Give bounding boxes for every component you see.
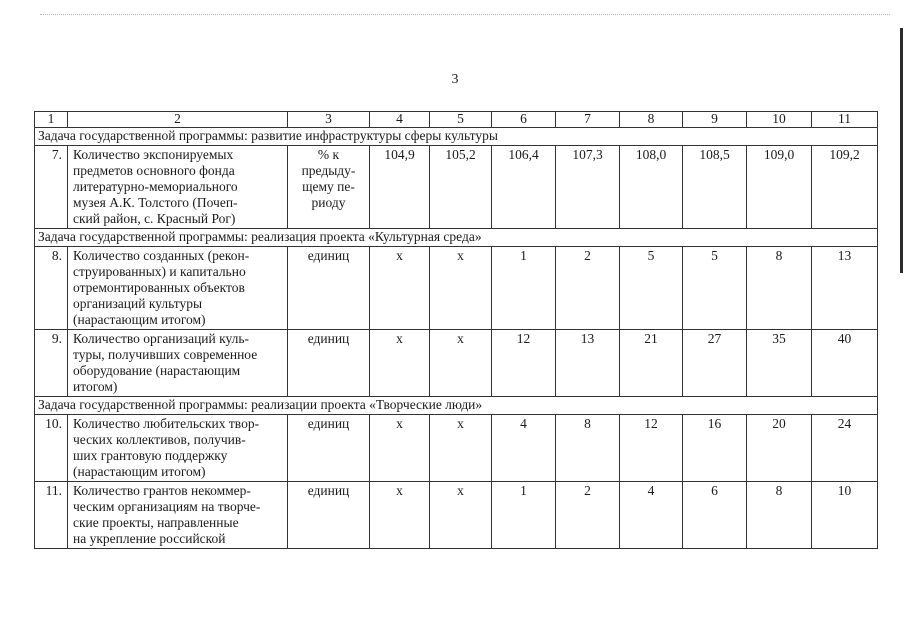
year-value-cell: x xyxy=(370,482,430,549)
task-heading: Задача государственной программы: реализации проекта «Творческие люди» xyxy=(35,397,878,415)
header-cell: 4 xyxy=(370,112,430,128)
unit-line: предыду- xyxy=(301,163,356,178)
column-number-header-row xyxy=(35,112,878,128)
year-value-cell: 8 xyxy=(556,415,620,482)
year-value-cell: x xyxy=(430,482,492,549)
header-cell: 5 xyxy=(430,112,492,128)
year-value-cell: x xyxy=(370,330,430,397)
unit-line: риоду xyxy=(311,195,346,210)
indicator-name-line: музея А.К. Толстого (Почеп- xyxy=(73,195,238,210)
unit-of-measure xyxy=(288,482,370,549)
year-value-cell: 2 xyxy=(556,247,620,330)
indicator-name-line: ческим организациям на творче- xyxy=(73,499,261,514)
indicator-name-line: ших грантовую поддержку xyxy=(73,448,228,463)
year-value-cell: 24 xyxy=(812,415,878,482)
row-number: 11. xyxy=(35,482,68,549)
indicator-name-line: туры, получивших современное xyxy=(73,347,258,362)
year-value-cell: 12 xyxy=(620,415,683,482)
indicator-name xyxy=(68,247,288,330)
header-cell: 10 xyxy=(747,112,812,128)
year-value-cell: 13 xyxy=(556,330,620,397)
scan-artifact-top-edge xyxy=(40,14,890,17)
row-number: 9. xyxy=(35,330,68,397)
year-value-cell: 5 xyxy=(620,247,683,330)
year-value-cell: x xyxy=(430,247,492,330)
header-cell: 8 xyxy=(620,112,683,128)
task-heading: Задача государственной программы: реализация проекта «Культурная среда» xyxy=(35,229,878,247)
indicator-name xyxy=(68,415,288,482)
year-value-cell: 8 xyxy=(747,247,812,330)
year-value-cell: 106,4 xyxy=(492,146,556,229)
indicators-table xyxy=(34,111,878,549)
unit-of-measure xyxy=(288,415,370,482)
indicator-name-line: Количество любительских твор- xyxy=(73,416,260,431)
unit-line: единиц xyxy=(307,331,350,346)
year-value-cell: 35 xyxy=(747,330,812,397)
indicator-name-line: Количество организаций куль- xyxy=(73,331,250,346)
indicator-name-line: организаций культуры xyxy=(73,296,203,311)
indicator-name xyxy=(68,482,288,549)
year-value-cell: 5 xyxy=(683,247,747,330)
year-value-cell: 108,5 xyxy=(683,146,747,229)
year-value-cell: x xyxy=(430,415,492,482)
unit-line: % к xyxy=(317,147,340,162)
unit-of-measure xyxy=(288,247,370,330)
indicator-name-line: Количество экспонируемых xyxy=(73,147,234,162)
year-value-cell: 27 xyxy=(683,330,747,397)
task-row xyxy=(35,229,878,247)
year-value-cell: 107,3 xyxy=(556,146,620,229)
year-value-cell: 105,2 xyxy=(430,146,492,229)
scan-artifact-right-edge xyxy=(900,28,903,273)
year-value-cell: 6 xyxy=(683,482,747,549)
row-number: 7. xyxy=(35,146,68,229)
year-value-cell: 16 xyxy=(683,415,747,482)
indicator-name xyxy=(68,330,288,397)
indicator-row xyxy=(35,415,878,482)
indicator-name-line: итогом) xyxy=(73,379,118,394)
year-value-cell: 20 xyxy=(747,415,812,482)
header-cell: 6 xyxy=(492,112,556,128)
year-value-cell: 21 xyxy=(620,330,683,397)
year-value-cell: x xyxy=(430,330,492,397)
year-value-cell: x xyxy=(370,247,430,330)
year-value-cell: 1 xyxy=(492,482,556,549)
year-value-cell: 108,0 xyxy=(620,146,683,229)
year-value-cell: 1 xyxy=(492,247,556,330)
indicator-row xyxy=(35,146,878,229)
indicator-name-line: литературно-мемориального xyxy=(73,179,238,194)
year-value-cell: 12 xyxy=(492,330,556,397)
unit-of-measure xyxy=(288,330,370,397)
year-value-cell: 109,0 xyxy=(747,146,812,229)
indicator-name-line: ский район, с. Красный Рог) xyxy=(73,211,236,226)
task-row xyxy=(35,128,878,146)
year-value-cell: 109,2 xyxy=(812,146,878,229)
indicator-row xyxy=(35,247,878,330)
page-number: 3 xyxy=(451,72,459,87)
header-cell: 9 xyxy=(683,112,747,128)
unit-line: щему пе- xyxy=(302,179,355,194)
header-cell: 3 xyxy=(288,112,370,128)
year-value-cell: 4 xyxy=(620,482,683,549)
task-row xyxy=(35,397,878,415)
indicator-row xyxy=(35,330,878,397)
indicator-name-line: (нарастающим итогом) xyxy=(73,312,206,327)
indicator-name-line: ские проекты, направленные xyxy=(73,515,239,530)
year-value-cell: 2 xyxy=(556,482,620,549)
indicator-name-line: (нарастающим итогом) xyxy=(73,464,206,479)
year-value-cell: 104,9 xyxy=(370,146,430,229)
year-value-cell: 4 xyxy=(492,415,556,482)
year-value-cell: x xyxy=(370,415,430,482)
indicator-name xyxy=(68,146,288,229)
unit-line: единиц xyxy=(307,248,350,263)
indicator-name-line: оборудование (нарастающим xyxy=(73,363,241,378)
year-value-cell: 13 xyxy=(812,247,878,330)
table-body xyxy=(35,112,878,549)
task-heading: Задача государственной программы: развитие инфраструктуры сферы культуры xyxy=(35,128,878,146)
unit-of-measure xyxy=(288,146,370,229)
row-number: 10. xyxy=(35,415,68,482)
indicator-name-line: струированных) и капитально xyxy=(73,264,246,279)
year-value-cell: 10 xyxy=(812,482,878,549)
header-cell: 2 xyxy=(68,112,288,128)
header-cell: 11 xyxy=(812,112,878,128)
header-cell: 1 xyxy=(35,112,68,128)
row-number: 8. xyxy=(35,247,68,330)
indicator-name-line: на укрепление российской xyxy=(73,531,226,546)
unit-line: единиц xyxy=(307,416,350,431)
indicator-name-line: ческих коллективов, получив- xyxy=(73,432,246,447)
header-cell: 7 xyxy=(556,112,620,128)
year-value-cell: 8 xyxy=(747,482,812,549)
year-value-cell: 40 xyxy=(812,330,878,397)
indicator-name-line: предметов основного фонда xyxy=(73,163,235,178)
unit-line: единиц xyxy=(307,483,350,498)
indicator-name-line: Количество созданных (рекон- xyxy=(73,248,250,263)
indicator-name-line: Количество грантов некоммер- xyxy=(73,483,251,498)
indicator-name-line: отремонтированных объектов xyxy=(73,280,245,295)
indicator-row xyxy=(35,482,878,549)
